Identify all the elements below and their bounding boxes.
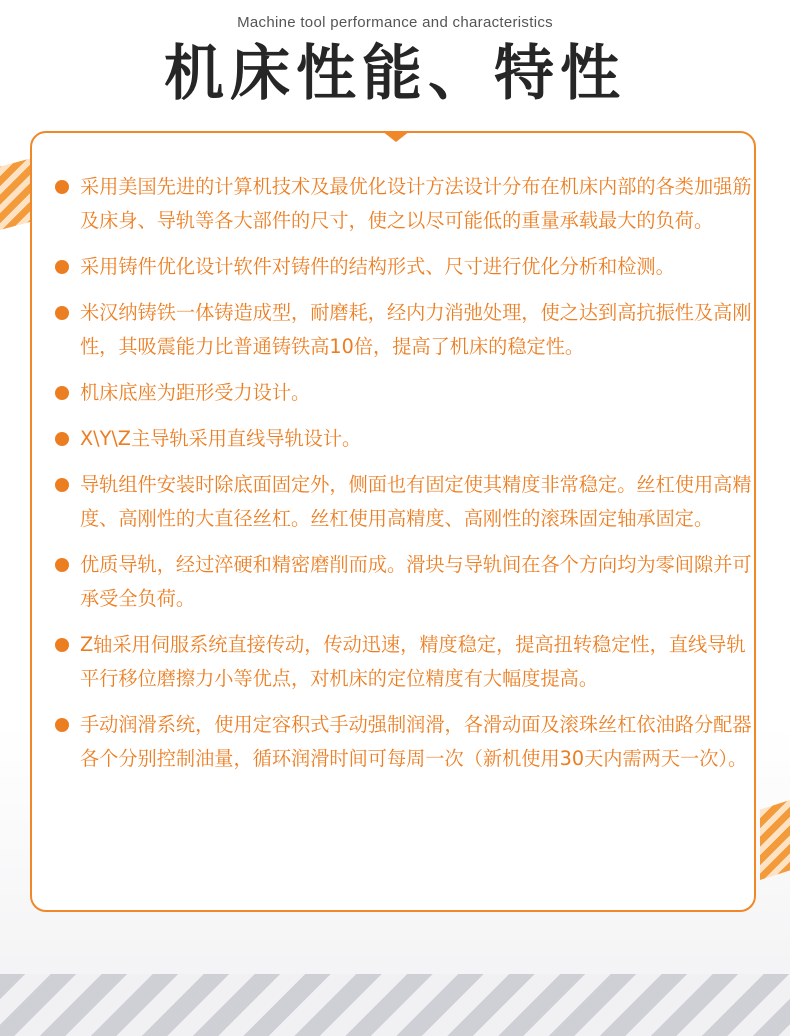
bullet-dot-icon <box>55 260 69 274</box>
bullet-dot-icon <box>55 386 69 400</box>
bullet-dot-icon <box>55 478 69 492</box>
bullet-dot-icon <box>55 558 69 572</box>
feature-text: Z轴采用伺服系统直接传动，传动迅速，精度稳定，提高扭转稳定性，直线导轨平行移位磨擦力小等优点，对机床的定位精度有大幅度提高。 <box>80 633 746 690</box>
feature-item <box>52 628 752 696</box>
feature-text: 采用美国先进的计算机技术及最优化设计方法设计分布在机床内部的各类加强筋及床身、导轨等各大部件的尺寸，使之以尽可能低的重量承载最大的负荷。 <box>80 175 752 232</box>
feature-item <box>52 250 752 284</box>
feature-item <box>52 170 752 238</box>
left-stripe-decoration <box>0 158 32 230</box>
feature-item <box>52 708 752 776</box>
bullet-dot-icon <box>55 718 69 732</box>
feature-text: X\Y\Z主导轨采用直线导轨设计。 <box>80 427 362 450</box>
card-notch-decoration <box>382 131 410 142</box>
page-title: 机床性能、特性 <box>164 39 626 109</box>
feature-item <box>52 376 752 410</box>
feature-text: 机床底座为距形受力设计。 <box>80 381 311 404</box>
feature-text: 导轨组件安装时除底面固定外，侧面也有固定使其精度非常稳定。丝杠使用高精度、高刚性的大直径丝杠。丝杠使用高精度、高刚性的滚珠固定轴承固定。 <box>80 473 752 530</box>
bullet-dot-icon <box>55 638 69 652</box>
right-stripe-decoration <box>760 800 790 880</box>
feature-text: 采用铸件优化设计软件对铸件的结构形式、尺寸进行优化分析和检测。 <box>80 255 675 278</box>
features-card <box>30 131 756 912</box>
feature-item <box>52 548 752 616</box>
feature-list <box>52 170 752 788</box>
page-subtitle: Machine tool performance and characteristics <box>237 14 553 31</box>
bullet-dot-icon <box>55 306 69 320</box>
feature-text: 米汉纳铸铁一体铸造成型，耐磨耗，经内力消弛处理，使之达到高抗振性及高刚性，其吸震能力比普通铸铁高10倍，提高了机床的稳定性。 <box>80 301 752 358</box>
feature-item <box>52 296 752 364</box>
bottom-stripe-band <box>0 974 790 1036</box>
feature-text: 手动润滑系统，使用定容积式手动强制润滑，各滑动面及滚珠丝杠依油路分配器各个分别控制油量，循环润滑时间可每周一次（新机使用30天内需两天一次）。 <box>80 713 752 770</box>
feature-text: 优质导轨，经过淬硬和精密磨削而成。滑块与导轨间在各个方向均为零间隙并可承受全负荷。 <box>80 553 752 610</box>
bullet-dot-icon <box>55 432 69 446</box>
bullet-dot-icon <box>55 180 69 194</box>
feature-item <box>52 468 752 536</box>
feature-item <box>52 422 752 456</box>
